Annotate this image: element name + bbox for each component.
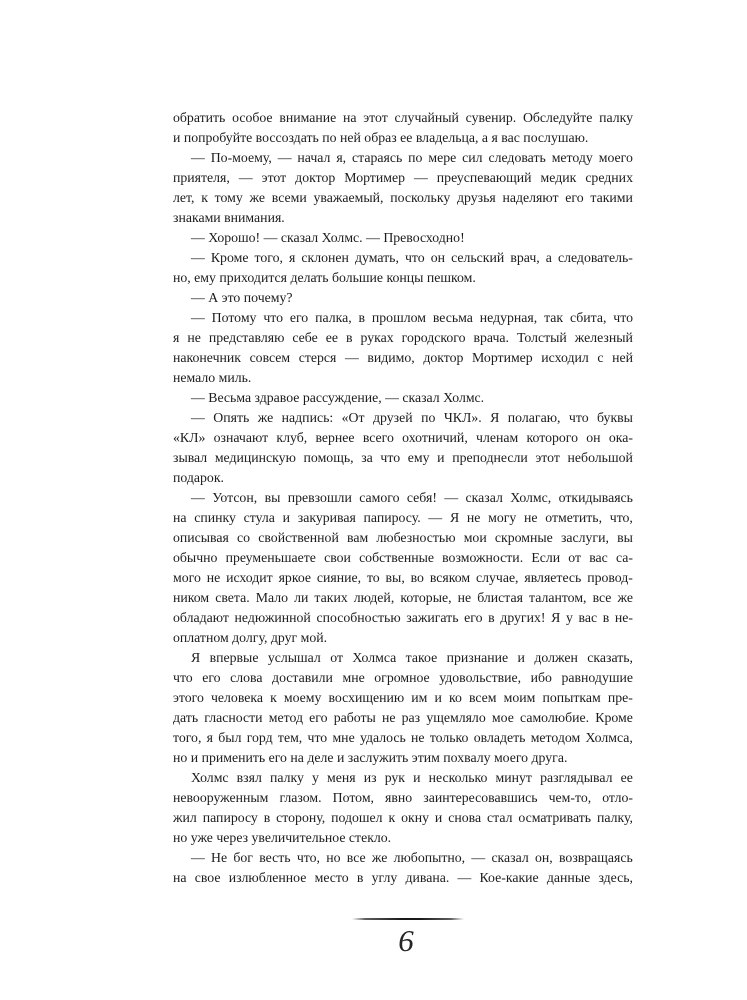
text-line: — Уотсон, вы превзошли самого себя! — сказал Холмс, откидываясь (191, 490, 633, 505)
text-line: мого не исходит яркое сияние, то вы, во всяком случае, являетесь провод- (173, 570, 633, 585)
text-line: обычно преуменьшаете свои собственные возможности. Если от вас са- (173, 550, 633, 565)
text-line: обладают недюжинной способностью зажигать его в других! Я у вас в не- (173, 610, 633, 625)
text-line: — Не бог весть что, но все же любопытно, — сказал он, возвращаясь (191, 850, 633, 865)
text-line: но, ему приходится делать большие концы пешком. (173, 270, 476, 285)
text-block (173, 108, 633, 888)
text-line: лет, к тому же всеми уважаемый, поскольку друзья наделяют его такими (173, 190, 633, 205)
footer-rule (352, 918, 464, 920)
text-line: этого человека к моему восхищению им и ко всем моим попыткам пре- (173, 690, 633, 705)
text-line: на свое излюбленное место в углу дивана. — Кое-какие данные здесь, (173, 870, 633, 885)
text-line: описывая со свойственной вам любезностью мои скромные заслуги, вы (173, 530, 633, 545)
text-line: жил папиросу в сторону, подошел к окну и снова стал осматривать палку, (173, 810, 633, 825)
text-line: — Потому что его палка, в прошлом весьма недурная, так сбита, что (191, 310, 633, 325)
text-line: зывал медицинскую помощь, за что ему и преподнесли этот небольшой (173, 450, 633, 465)
text-line: — Опять же надпись: «От друзей по ЧКЛ». Я полагаю, что буквы (191, 410, 633, 425)
text-line: Холмс взял палку у меня из рук и несколько минут разглядывал ее (191, 770, 633, 785)
text-line: — Весьма здравое рассуждение, — сказал Холмс. (191, 390, 485, 405)
text-line: немало миль. (173, 370, 252, 385)
text-line: на спинку стула и закуривая папиросу. — Я не могу не отметить, что, (173, 510, 633, 525)
text-line: — Кроме того, я склонен думать, что он сельский врач, а следователь- (191, 250, 633, 265)
text-line: приятеля, — этот доктор Мортимер — преуспевающий медик средних (173, 170, 633, 185)
text-line: — А это почему? (191, 290, 293, 305)
text-line: ником света. Мало ли таких людей, которые, не блистая талантом, все же (173, 590, 633, 605)
text-line: что его слова доставили мне огромное удовольствие, ибо равнодушие (173, 670, 633, 685)
text-line: но уже через увеличительное стекло. (173, 830, 392, 845)
text-line: — По-моему, — начал я, стараясь по мере сил следовать методу моего (191, 150, 633, 165)
text-line: дать гласности метод его работы не раз ущемляло мое самолюбие. Кроме (173, 710, 633, 725)
text-line: обратить особое внимание на этот случайный сувенир. Обследуйте палку (173, 110, 633, 125)
text-line: но и применить его на деле и заслужить этим похвалу моего друга. (173, 750, 568, 765)
text-line: Я впервые услышал от Холмса такое признание и должен сказать, (191, 650, 633, 665)
text-line: наконечник совсем стерся — видимо, доктор Мортимер исходил с ней (173, 350, 633, 365)
text-line: я не представляю себе ее в руках городского врача. Толстый железный (173, 330, 633, 345)
text-line: «КЛ» означают клуб, вернее всего охотничий, членам которого он ока- (173, 430, 633, 445)
text-line: оплатном долгу, друг мой. (173, 630, 328, 645)
text-line: невооруженным глазом. Потом, явно заинтересовавшись чем-то, отло- (173, 790, 633, 805)
text-line: того, я был горд тем, что мне удалось не только овладеть методом Холмса, (173, 730, 633, 745)
page-number: 6 (398, 923, 414, 958)
text-line: знаками внимания. (173, 210, 285, 225)
text-line: подарок. (173, 470, 224, 485)
text-line: — Хорошо! — сказал Холмс. — Превосходно! (191, 230, 465, 245)
text-line: и попробуйте воссоздать по ней образ ее владельца, а я вас послушаю. (173, 130, 589, 145)
